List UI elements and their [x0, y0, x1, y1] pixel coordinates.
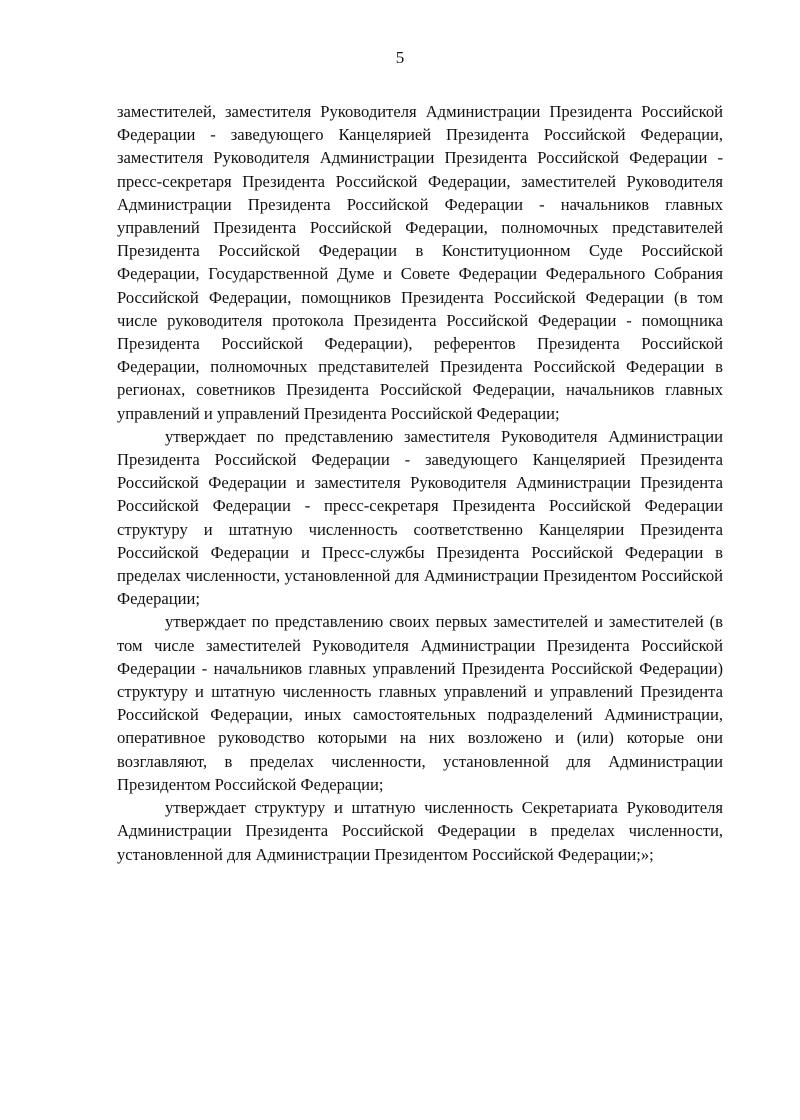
document-body	[117, 100, 723, 866]
paragraph-chancellery-press-service: утверждает по представлению заместителя Руководителя Администрации Президента Российской Федерации - заведующего Канцелярией Президента Российской Федерации и заместителя Руководителя Администрации Президента Российской Федерации - пресс-секретаря Президента Российской Федерации структуру и штатную численность соответственно Канцелярии Президента Российской Федерации и Пресс-службы Президента Российской Федерации в пределах численности, установленной для Администрации Президентом Российской Федерации;	[117, 426, 723, 609]
page-number: 5	[395, 48, 405, 67]
paragraph-secretariat: утверждает структуру и штатную численность Секретариата Руководителя Администрации Президента Российской Федерации в пределах численности, установленной для Администрации Президентом Российской Федерации;»;	[117, 798, 723, 864]
paragraph-continuation: заместителей, заместителя Руководителя Администрации Президента Российской Федерации - заведующего Канцелярией Президента Российской Федерации, заместителя Руководителя Администрации Президента Российской Федерации - пресс-секретаря Президента Российской Федерации, заместителей Руководителя Администрации Президента Российской Федерации - начальников главных управлений Президента Российской Федерации, полномочных представителей Президента Российской Федерации в Конституционном Суде Российской Федерации, Государственной Думе и Совете Федерации Федерального Собрания Российской Федерации, помощников Президента Российской Федерации (в том числе руководителя протокола Президента Российской Федерации - помощника Президента Российской Федерации), референтов Президента Российской Федерации, полномочных представителей Президента Российской Федерации в регионах, советников Президента Российской Федерации, начальников главных управлений и управлений Президента Российской Федерации;	[117, 102, 723, 423]
paragraph-main-departments: утверждает по представлению своих первых заместителей и заместителей (в том числе заместителей Руководителя Администрации Президента Российской Федерации - начальников главных управлений Президента Российской Федерации) структуру и штатную численность главных управлений и управлений Президента Российской Федерации, иных самостоятельных подразделений Администрации, оперативное руководство которыми на них возложено и (или) которые они возглавляют, в пределах численности, установленной для Администрации Президентом Российской Федерации;	[117, 612, 723, 794]
